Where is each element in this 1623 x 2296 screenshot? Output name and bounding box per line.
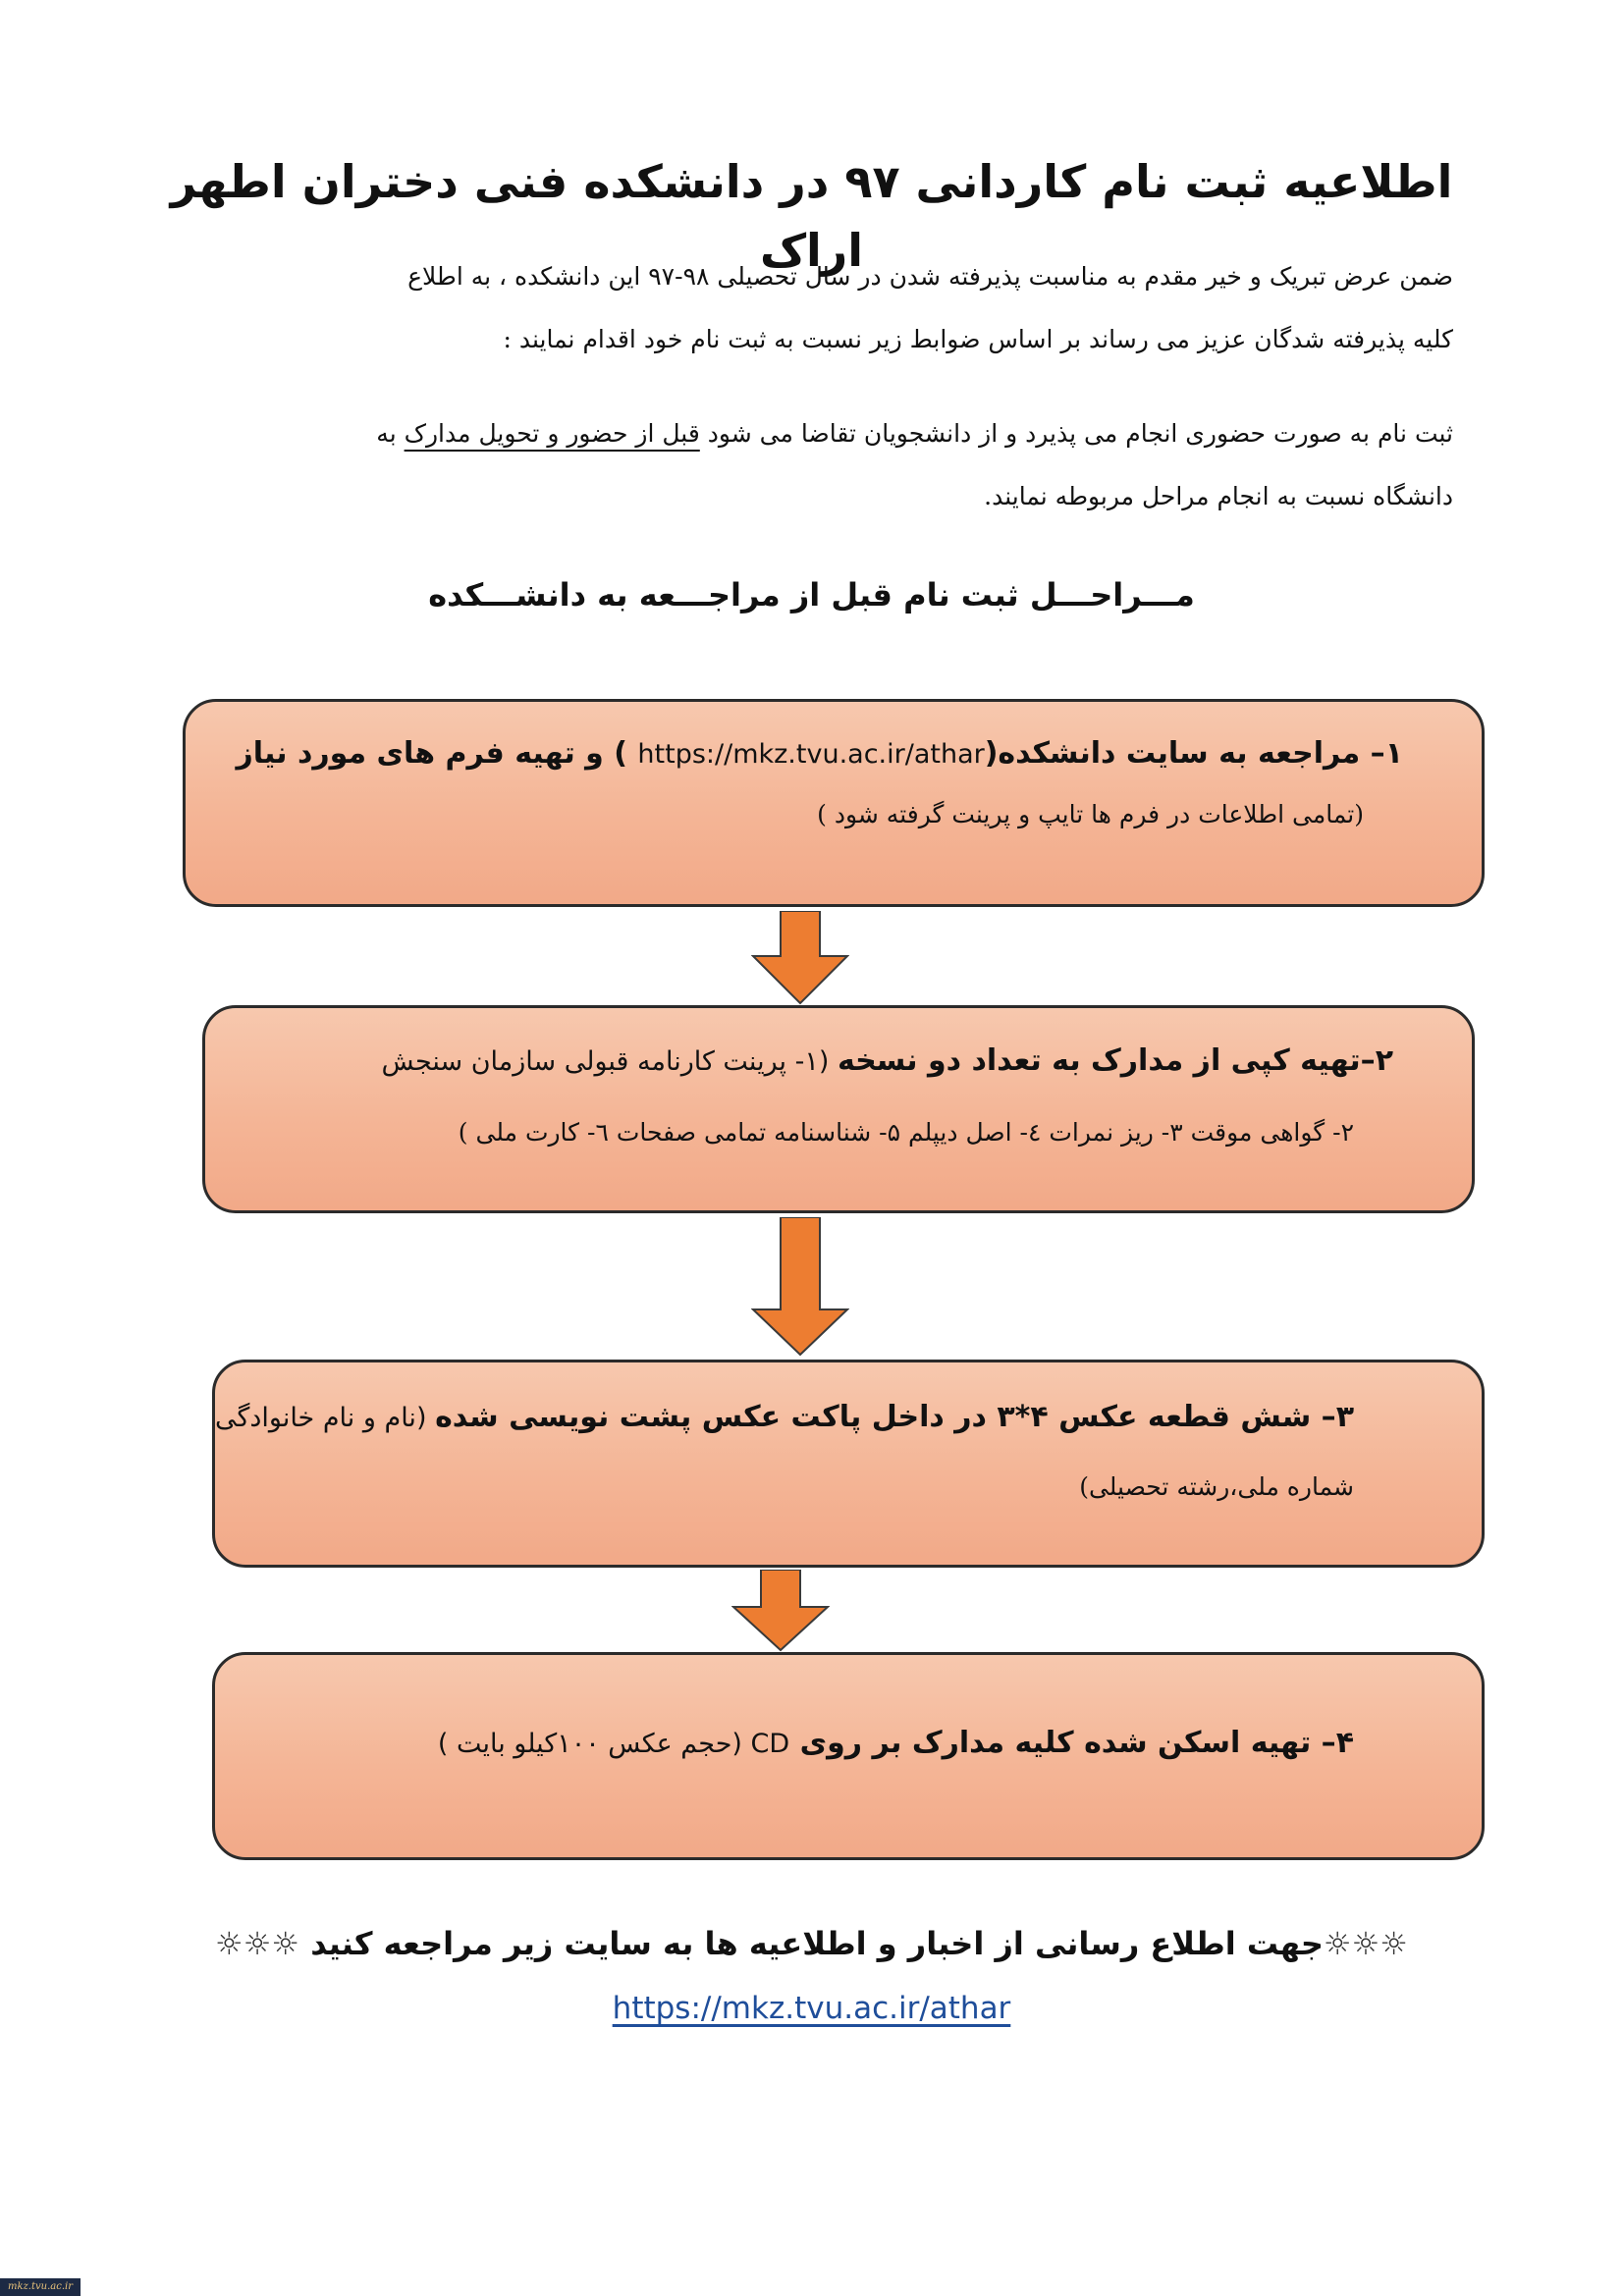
step-3-box (212, 1360, 1485, 1568)
intro-line-2: کلیه پذیرفته شدگان عزیز می رساند بر اساس ضوابط زیر نسبت به ثبت نام خود اقدام نمایند : (503, 325, 1453, 353)
sun-icons: ☼☼☼ (1323, 1925, 1408, 1962)
notice-text-end: به (376, 419, 405, 448)
arrow-down-icon (751, 911, 849, 1005)
footer-link-container (118, 1983, 1505, 2034)
step-1-title-text: ۱– مراجعه به سایت دانشکده( (984, 736, 1403, 771)
step-4-cd-label: CD (750, 1729, 790, 1759)
footer-text: جهت اطلاع رسانی از اخبار و اطلاعیه ها به سایت زیر مراجعه کنید (310, 1925, 1324, 1962)
step-1-note: (تمامی اطلاعات در فرم ها تایپ و پرینت گرفته شود ) (817, 800, 1364, 828)
arrow-down-icon (751, 1217, 849, 1357)
step-3-title-note: (نام و نام خانوادگی (214, 1403, 436, 1433)
step-4-title (438, 1726, 1354, 1760)
step-3-note: شماره ملی،رشته تحصیلی) (1079, 1472, 1354, 1501)
footer-website-link[interactable]: https://mkz.tvu.ac.ir/athar (612, 1991, 1011, 2026)
footer-notice (118, 1914, 1505, 1973)
page-title: اطلاعیه ثبت نام کاردانی ۹۷ در دانشکده فنی دختران اطهر اراک (170, 155, 1453, 277)
step-2-title-note: (۱- پرینت کارنامه قبولی سازمان سنجش (381, 1046, 838, 1077)
arrow-down-icon (731, 1570, 830, 1652)
step-1-box (183, 699, 1485, 907)
step-4-title-text: ۴– تهیه اسکن شده کلیه مدارک بر روی (799, 1726, 1354, 1760)
step-4-title-note: (حجم عکس ۱۰۰کیلو بایت ) (437, 1729, 751, 1759)
notice-text: ثبت نام به صورت حضوری انجام می پذیرد و از دانشجویان تقاضا می شود (699, 419, 1453, 448)
steps-heading: مـــراحـــل ثبت نام قبل از مراجـــعه به دانشـــکده (428, 576, 1195, 614)
step-2-note: ۲- گواهی موقت ۳- ریز نمرات ٤- اصل دیپلم ۵- شناسنامه تمامی صفحات ٦- کارت ملی ) (458, 1118, 1354, 1147)
intro-paragraph (187, 245, 1453, 371)
notice-line-2: دانشگاه نسبت به انجام مراحل مربوطه نمایند. (984, 482, 1453, 510)
step-1-title-end: ) و تهیه فرم های مورد نیاز (236, 736, 638, 771)
step-2-box (202, 1005, 1475, 1213)
step-2-title-text: ۲–تهیه کپی از مدارک به تعداد دو نسخه (837, 1043, 1393, 1078)
step-3-title (215, 1400, 1354, 1434)
site-watermark: mkz.tvu.ac.ir (0, 2278, 81, 2296)
notice-underlined-text: قبل از حضور و تحویل مدارک (404, 419, 700, 448)
notice-paragraph (187, 402, 1453, 528)
step-3-title-text: ۳– شش قطعه عکس ۴*۳ در داخل پاکت عکس پشت نویسی شده (435, 1400, 1354, 1434)
intro-line-1: ضمن عرض تبریک و خیر مقدم به مناسبت پذیرفته شدن در سال تحصیلی ۹۸-۹۷ این دانشکده ، به اطلاع (407, 262, 1453, 291)
step-2-title (382, 1043, 1393, 1078)
step-1-link[interactable]: https://mkz.tvu.ac.ir/athar (637, 739, 985, 770)
step-1-title (236, 736, 1403, 771)
step-4-box (212, 1652, 1485, 1860)
notice-line-1 (187, 402, 1453, 465)
sun-icons: ☼☼☼ (215, 1925, 300, 1962)
